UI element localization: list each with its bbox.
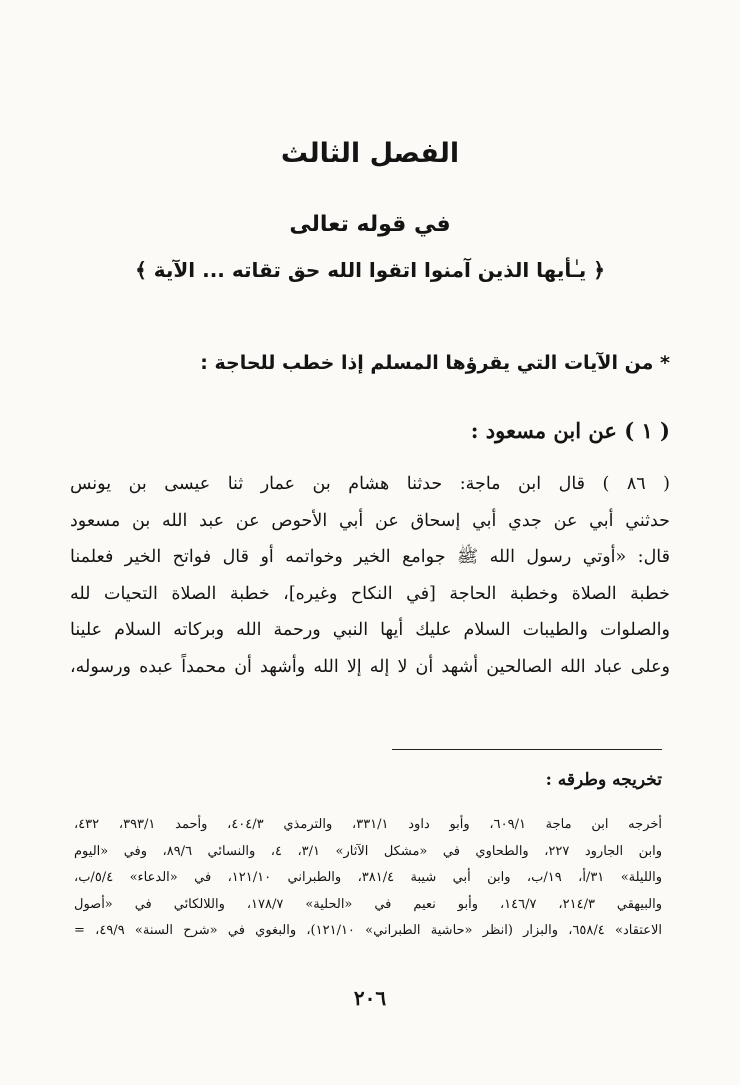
- body-line: والصلوات والطيبات السلام عليك أيها النبي ورحمة الله وبركاته السلام علينا: [70, 620, 670, 640]
- footnote-line: والبيهقي ٢١٤/٣، ١٤٦/٧، وأبو نعيم في «الحلية» ١٧٨/٧، واللالكائي في «أصول: [74, 896, 662, 912]
- hadith-text: [70, 466, 670, 685]
- footnote-line: وابن الجارود ٢٢٧، والطحاوي في «مشكل الآثار» ٣/١، ٤، والنسائي ٨٩/٦، وفي «اليوم: [74, 843, 663, 859]
- body-line: قال: «أوتي رسول الله ﷺ جوامع الخير وخواتمه أو قال فواتح الخير فعلمنا: [70, 547, 670, 567]
- footnote-divider: [392, 749, 662, 750]
- footnote-line: والليلة» ٣١/أ، ١٩/ب، وابن أبي شيبة ٣٨١/٤، والطبراني ١٢١/١٠، في «الدعاء» ٥/٤/ب،: [74, 870, 663, 885]
- quran-verse: ﴿ يـٰأيها الذين آمنوا اتقوا الله حق تقاته ... الآية ﴾: [135, 258, 605, 282]
- chapter-subtitle: في قوله تعالى: [289, 212, 451, 237]
- footnote-text: [74, 812, 662, 945]
- body-line: ( ٨٦ ) قال ابن ماجة: حدثنا هشام بن عمار ثنا عيسى بن يونس: [70, 474, 671, 494]
- chapter-title: الفصل الثالث: [280, 138, 460, 169]
- section-heading: * من الآيات التي يقرؤها المسلم إذا خطب للحاجة :: [200, 352, 670, 374]
- page-number: ٢٠٦: [353, 986, 387, 1010]
- footnote-line: أخرجه ابن ماجة ٦٠٩/١، وأبو داود ٣٣١/١، والترمذي ٤٠٤/٣، وأحمد ٣٩٣/١، ٤٣٢،: [74, 817, 663, 832]
- body-line: حدثني أبي عن جدي أبي إسحاق عن أبي الأحوص عن عبد الله بن مسعود: [70, 510, 670, 531]
- footnote-heading: تخريجه وطرقه :: [545, 770, 662, 790]
- body-line: وعلى عباد الله الصالحين أشهد أن لا إله إلا الله وأشهد أن محمداً عبده ورسوله،: [70, 656, 670, 677]
- footnote-line: الاعتقاد» ٦٥٨/٤، والبزار (انظر «حاشية الطبراني» ١٢١/١٠)، والبغوي في «شرح السنة» ٤٩/٩، =: [74, 923, 663, 938]
- subsection-heading: ( ١ ) عن ابن مسعود :: [470, 418, 670, 443]
- body-line: خطبة الصلاة وخطبة الحاجة [في النكاح وغيره]، خطبة الصلاة التحيات لله: [70, 583, 670, 604]
